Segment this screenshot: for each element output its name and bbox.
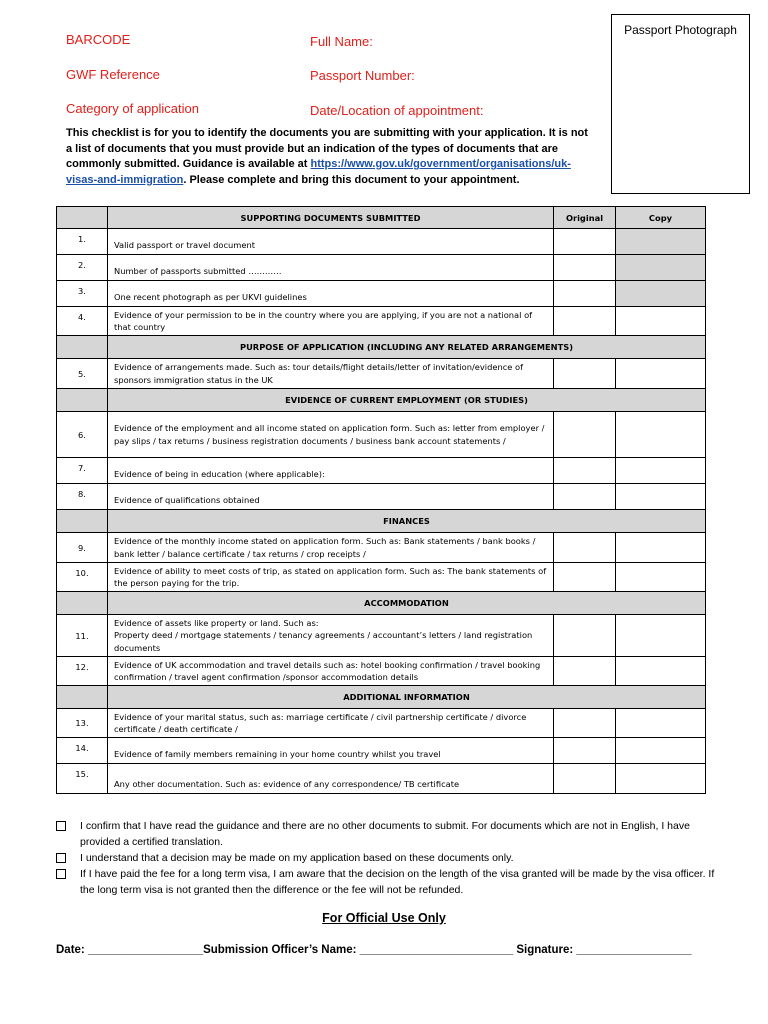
signature-field[interactable]: __________________: [576, 944, 692, 956]
header-original: Original: [554, 207, 616, 229]
original-checkbox-cell[interactable]: [554, 229, 616, 255]
confirm-decision-item: [56, 850, 716, 866]
row-number: 4.: [57, 307, 108, 336]
row-number: 11.: [57, 615, 108, 657]
table-row: [57, 458, 706, 484]
appointment-label: Date/Location of appointment:: [310, 103, 484, 118]
row-description: Evidence of your permission to be in the country where you are applying, if you are not a national of that country: [108, 307, 554, 336]
header-copy: Copy: [616, 207, 706, 229]
section-title: EVIDENCE OF CURRENT EMPLOYMENT (OR STUDIES): [108, 389, 706, 412]
original-checkbox-cell[interactable]: [554, 709, 616, 738]
documents-table: [56, 206, 706, 794]
row-description: Evidence of ability to meet costs of trip, as stated on application form. Such as: The bank statements of the person paying for the trip.: [108, 563, 554, 592]
section-title: FINANCES: [108, 510, 706, 533]
row-number: 12.: [57, 657, 108, 686]
original-checkbox-cell[interactable]: [554, 615, 616, 657]
original-checkbox-cell[interactable]: [554, 412, 616, 458]
confirm-decision-text: I understand that a decision may be made on my application based on these documents only.: [80, 852, 514, 864]
guidance-link[interactable]: https://www.gov.uk/government/organisations/uk-visas-and-immigration: [66, 158, 571, 186]
row-number: 6.: [57, 412, 108, 458]
row-description: Evidence of UK accommodation and travel details such as: hotel booking confirmation / travel booking confirmation / travel agent confirmation /sponsor accommodation details: [108, 657, 554, 686]
copy-cell-disabled: [616, 255, 706, 281]
date-label: Date:: [56, 944, 88, 956]
section-header-employment: [57, 389, 706, 412]
gwf-reference-label: GWF Reference: [66, 67, 160, 82]
signature-label: Signature:: [513, 944, 577, 956]
officer-name-field[interactable]: ________________________: [359, 944, 514, 956]
officer-name-label: Submission Officer’s Name:: [203, 944, 360, 956]
official-use-title: For Official Use Only: [322, 911, 446, 925]
copy-checkbox-cell[interactable]: [616, 412, 706, 458]
copy-checkbox-cell[interactable]: [616, 359, 706, 389]
row-description: Valid passport or travel document: [108, 229, 554, 255]
table-row: [57, 281, 706, 307]
confirm-guidance-text: I confirm that I have read the guidance and there are no other documents to submit. For documents which are not in English, I have provided a certified translation.: [80, 820, 690, 848]
table-row: [57, 615, 706, 657]
copy-checkbox-cell[interactable]: [616, 533, 706, 563]
intro-text: This checklist is for you to identify the documents you are submitting with your application. It is not a list of documents that you must provide but an indication of the types of documents that are commonly submitted. Guidance is available at: [66, 127, 588, 170]
table-row: [57, 307, 706, 336]
row-description: Evidence of being in education (where applicable):: [108, 458, 554, 484]
original-checkbox-cell[interactable]: [554, 307, 616, 336]
row-description: Number of passports submitted …………: [108, 255, 554, 281]
confirm-fee-text: If I have paid the fee for a long term visa, I am aware that the decision on the length of the visa granted will be made by the visa officer. If the long term visa is not granted then the difference or the fee will not be refunded.: [80, 868, 715, 896]
original-checkbox-cell[interactable]: [554, 281, 616, 307]
passport-photo-label: Passport Photograph: [624, 23, 737, 37]
row-description: Evidence of qualifications obtained: [108, 484, 554, 510]
original-checkbox-cell[interactable]: [554, 657, 616, 686]
section-header-accommodation: [57, 592, 706, 615]
intro-paragraph: [66, 126, 596, 188]
table-row: [57, 738, 706, 764]
header-documents: SUPPORTING DOCUMENTS SUBMITTED: [108, 207, 554, 229]
row-description: Evidence of assets like property or land. Such as: Property deed / mortgage statements / tenancy agreements / accountant’s letters / land registration documents: [108, 615, 554, 657]
row-description: Any other documentation. Such as: evidence of any correspondence/ TB certificate: [108, 764, 554, 794]
original-checkbox-cell[interactable]: [554, 738, 616, 764]
table-row: [57, 657, 706, 686]
row-number: 3.: [57, 281, 108, 307]
table-row: [57, 533, 706, 563]
table-row: [57, 709, 706, 738]
row-description: Evidence of the monthly income stated on application form. Such as: Bank statements / bank books / bank letter / balance certificate / tax returns / crop receipts /: [108, 533, 554, 563]
original-checkbox-cell[interactable]: [554, 563, 616, 592]
row-number: 13.: [57, 709, 108, 738]
copy-checkbox-cell[interactable]: [616, 764, 706, 794]
copy-checkbox-cell[interactable]: [616, 709, 706, 738]
category-label: Category of application: [66, 101, 199, 116]
table-row: [57, 412, 706, 458]
row-description: Evidence of family members remaining in your home country whilst you travel: [108, 738, 554, 764]
date-field[interactable]: __________________: [87, 944, 204, 956]
table-row: [57, 255, 706, 281]
copy-checkbox-cell[interactable]: [616, 458, 706, 484]
intro-text-end: . Please complete and bring this document to your appointment.: [183, 173, 520, 186]
confirm-decision-checkbox[interactable]: [56, 853, 66, 863]
table-row: [57, 764, 706, 794]
original-checkbox-cell[interactable]: [554, 359, 616, 389]
original-checkbox-cell[interactable]: [554, 533, 616, 563]
row-number: 7.: [57, 458, 108, 484]
row-number: 2.: [57, 255, 108, 281]
copy-cell-disabled: [616, 281, 706, 307]
copy-checkbox-cell[interactable]: [616, 563, 706, 592]
table-row: [57, 563, 706, 592]
passport-number-label: Passport Number:: [310, 68, 415, 83]
section-header-additional: [57, 686, 706, 709]
section-title: ADDITIONAL INFORMATION: [108, 686, 706, 709]
copy-checkbox-cell[interactable]: [616, 484, 706, 510]
header-blank: [57, 207, 108, 229]
section-header-finances: [57, 510, 706, 533]
original-checkbox-cell[interactable]: [554, 458, 616, 484]
confirm-fee-item: [56, 866, 716, 898]
row-description: Evidence of arrangements made. Such as: tour details/flight details/letter of invitation/evidence of sponsors immigration status in the UK: [108, 359, 554, 389]
row-number: 1.: [57, 229, 108, 255]
signature-line: [56, 944, 736, 956]
copy-checkbox-cell[interactable]: [616, 307, 706, 336]
row-number: 8.: [57, 484, 108, 510]
full-name-label: Full Name:: [310, 34, 373, 49]
copy-checkbox-cell[interactable]: [616, 738, 706, 764]
copy-cell-disabled: [616, 229, 706, 255]
row-number: 5.: [57, 359, 108, 389]
barcode-label: BARCODE: [66, 32, 131, 47]
row-number: 10.: [57, 563, 108, 592]
row-description: Evidence of the employment and all income stated on application form. Such as: letter from employer / pay slips / tax returns / business registration documents / business bank account statements /: [108, 412, 554, 458]
original-checkbox-cell[interactable]: [554, 484, 616, 510]
row-number: 15.: [57, 764, 108, 794]
section-header-purpose: [57, 336, 706, 359]
confirm-guidance-checkbox[interactable]: [56, 821, 66, 831]
row-description: Evidence of your marital status, such as: marriage certificate / civil partnership certificate / divorce certificate / death certificate /: [108, 709, 554, 738]
row-description: One recent photograph as per UKVI guidelines: [108, 281, 554, 307]
table-row: [57, 229, 706, 255]
table-row: [57, 359, 706, 389]
copy-checkbox-cell[interactable]: [616, 657, 706, 686]
copy-checkbox-cell[interactable]: [616, 615, 706, 657]
table-row: [57, 484, 706, 510]
confirm-guidance-item: [56, 818, 716, 850]
section-title: PURPOSE OF APPLICATION (INCLUDING ANY RELATED ARRANGEMENTS): [108, 336, 706, 359]
row-number: 9.: [57, 533, 108, 563]
row-number: 14.: [57, 738, 108, 764]
original-checkbox-cell[interactable]: [554, 764, 616, 794]
confirm-fee-checkbox[interactable]: [56, 869, 66, 879]
original-checkbox-cell[interactable]: [554, 255, 616, 281]
section-title: ACCOMMODATION: [108, 592, 706, 615]
passport-photo-box: [611, 14, 750, 194]
